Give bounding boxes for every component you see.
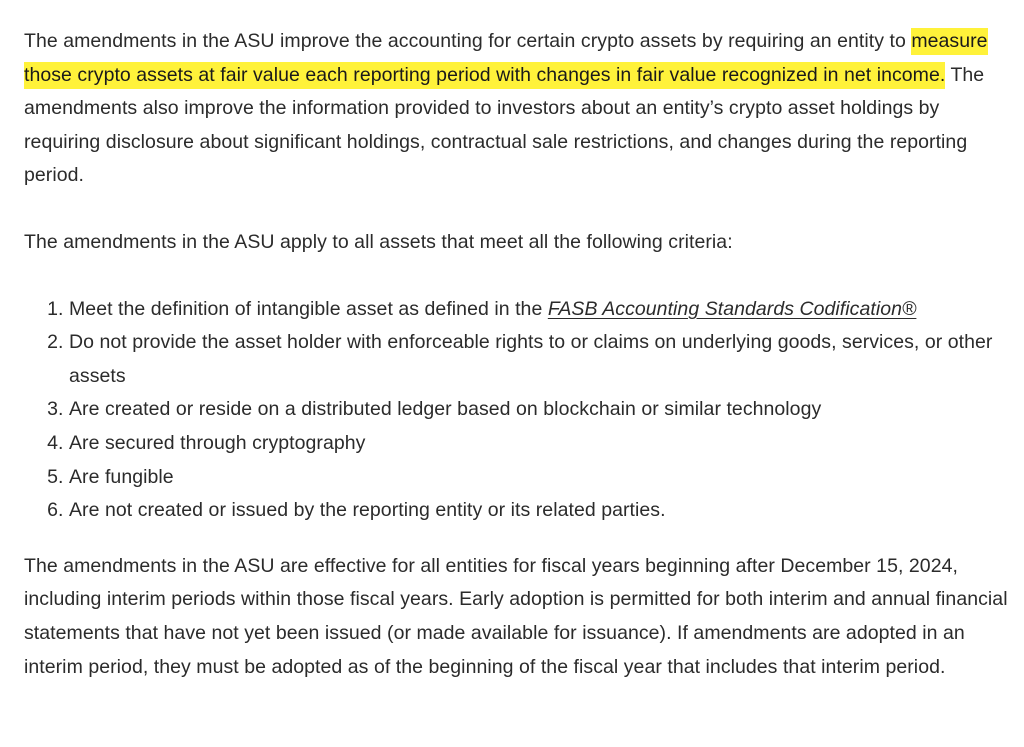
criteria-list	[24, 293, 1009, 528]
highlighted-text: measure those crypto assets at fair value each reporting period with changes in fair value recognized in net income.	[24, 28, 988, 89]
intro-paragraph	[24, 25, 1009, 193]
criteria-intro-paragraph: The amendments in the ASU apply to all assets that meet all the following criteria:	[24, 230, 733, 253]
codification-link[interactable]: FASB Accounting Standards Codification®	[547, 297, 917, 320]
criteria-item-1	[69, 293, 1009, 327]
document-body	[24, 25, 1009, 684]
criteria-item-3: 3. Are created or reside on a distributed ledger based on blockchain or similar technology	[69, 393, 1009, 427]
criteria-item-4: 4. Are secured through cryptography	[69, 427, 1009, 461]
intro-tail-text: The amendments also improve the information provided to investors about an entity’s crypto asset holdings by requiring disclosure about significant holdings, contractual sale restrictions, and changes during the reporting period.	[24, 63, 985, 187]
criteria-item-5: 5. Are fungible	[69, 461, 1009, 495]
criteria-item-2: 2. Do not provide the asset holder with enforceable rights to or claims on underlying goods, services, or other assets	[69, 326, 1009, 393]
criteria-item-6: 6. Are not created or issued by the reporting entity or its related parties.	[69, 494, 1009, 528]
criteria-item-1-text: Meet the definition of intangible asset as defined in the	[69, 297, 548, 320]
intro-lead-text: The amendments in the ASU improve the accounting for certain crypto assets by requiring an entity to	[24, 30, 912, 52]
effective-date-paragraph: The amendments in the ASU are effective for all entities for fiscal years beginning after December 15, 2024, including interim periods within those fiscal years. Early adoption is permitted for both interim and annual financial statements that have not yet been issued (or made available for issuance). If amendments are adopted in an interim period, they must be adopted as of the beginning of the fiscal year that includes that interim period.	[24, 554, 1008, 678]
